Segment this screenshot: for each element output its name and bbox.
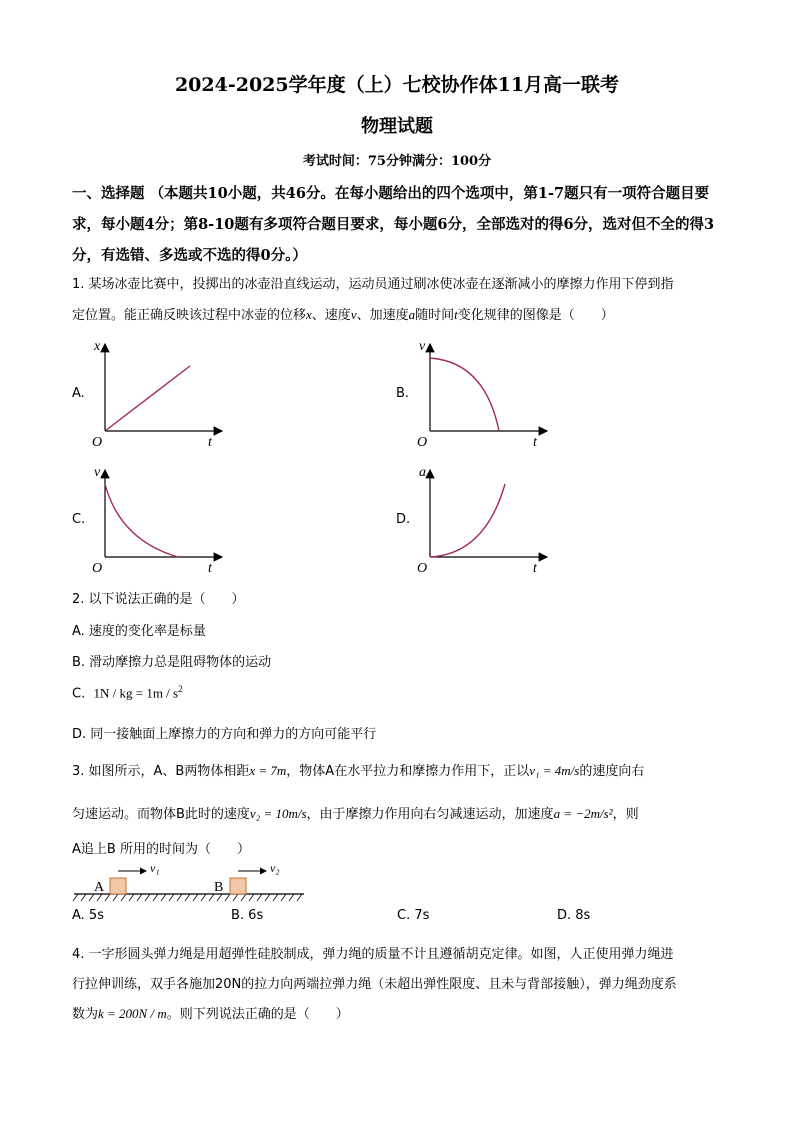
q3-figure xyxy=(72,858,312,906)
q4-line-1: 4. 一字形圆头弹力绳是用超弹性硅胶制成，弹力绳的质量不计且遵循胡克定律。如图，人正使用弹力绳进 xyxy=(72,947,674,962)
y-axis-label: v xyxy=(419,339,426,354)
block-a-label: A xyxy=(94,880,105,895)
q2-option-d: D. 同一接触面上摩擦力的方向和弹力的方向可能平行 xyxy=(72,727,377,742)
q1-option-d-letter: D. xyxy=(396,512,411,527)
q1-graph-a xyxy=(90,336,230,451)
question-2-stem: 2. 以下说法正确的是（ ） xyxy=(72,592,245,607)
q3-choice-d: D. 8s xyxy=(557,908,591,923)
q3-line-3: A追上B 所用的时间为（ ） xyxy=(72,842,250,857)
q3-choice-a: A. 5s xyxy=(72,908,104,923)
exam-info: 考试时间：75分钟满分：100分 xyxy=(302,154,492,169)
q3-choice-b: B. 6s xyxy=(231,908,264,923)
question-1-stem xyxy=(72,270,732,331)
q1-option-b-letter: B. xyxy=(396,386,410,401)
q3-line-1: 3. 如图所示，A、B两物体相距x = 7m，物体A在水平拉力和摩擦力作用下，正以v₁ = 4m/s的速度向右 xyxy=(72,763,645,779)
origin-label: O xyxy=(417,561,428,576)
x-axis-label: t xyxy=(208,561,212,576)
origin-label: O xyxy=(92,561,103,576)
q4-line-3: 数为k = 200N / m。则下列说法正确的是（ ） xyxy=(72,1006,349,1022)
q2-option-c: C. 1N / kg = $1m / s^2$ xyxy=(72,684,183,702)
block-a xyxy=(110,878,126,894)
y-axis-label: v xyxy=(94,465,101,480)
v1-label: v₁ xyxy=(150,861,160,875)
block-b-label: B xyxy=(214,880,224,895)
q1-graph-d xyxy=(415,462,555,577)
section-title: 一、选择题 xyxy=(72,185,145,202)
q1-graph-c xyxy=(90,462,230,577)
q2-option-b: B. 滑动摩擦力总是阻碍物体的运动 xyxy=(72,655,272,670)
section-heading xyxy=(72,178,732,271)
y-axis-label: a xyxy=(419,465,426,480)
x-axis-label: t xyxy=(208,435,212,450)
displacement-line xyxy=(105,366,190,431)
origin-label: O xyxy=(417,435,428,450)
q2-option-a: A. 速度的变化率是标量 xyxy=(72,624,206,639)
velocity-curve-concave xyxy=(430,358,499,431)
q3-choice-c: C. 7s xyxy=(397,908,430,923)
q1-option-c-letter: C. xyxy=(72,512,86,527)
y-axis-label: x xyxy=(94,339,101,354)
acceleration-curve xyxy=(430,484,505,557)
velocity-curve-convex xyxy=(105,484,178,557)
q1-line-1: 1. 某场冰壶比赛中，投掷出的冰壶沿直线运动，运动员通过刷冰使冰壶在逐渐减小的摩擦力作用下停到指 xyxy=(72,277,674,292)
q4-line-2: 行拉伸训练，双手各施加20N的拉力向两端拉弹力绳（未超出弹性限度、且未与背部接触），弹力绳劲度系 xyxy=(72,977,677,992)
q1-option-a-letter: A. xyxy=(72,386,85,401)
block-b xyxy=(230,878,246,894)
subject-title: 物理试题 xyxy=(361,116,433,137)
q3-line-2: 匀速运动。而物体B此时的速度v₂ = 10m/s，由于摩擦力作用向右匀减速运动，加速度a = −2m/s²，则 xyxy=(72,806,639,822)
section-instructions: （本题共10小题，共46分。在每小题给出的四个选项中，第1-7题只有一项符合题目要求，每小题4分；第8-10题有多项符合题目要求，每小题6分，全部选对的得6分，选对但不全的得3分，有选错、多选或不选的得0分。） xyxy=(72,185,715,264)
exam-title: 2024-2025学年度（上）七校协作体11月高一联考 xyxy=(174,74,620,96)
x-axis-label: t xyxy=(533,561,537,576)
q1-graph-b xyxy=(415,336,555,451)
ground-hatching xyxy=(73,894,302,901)
v2-label: v₂ xyxy=(270,861,280,875)
origin-label: O xyxy=(92,435,103,450)
x-axis-label: t xyxy=(533,435,537,450)
q1-line-2: 定位置。能正确反映该过程中冰壶的位移x、速度v、加速度a随时间t变化规律的图像是（ ） xyxy=(72,307,614,323)
